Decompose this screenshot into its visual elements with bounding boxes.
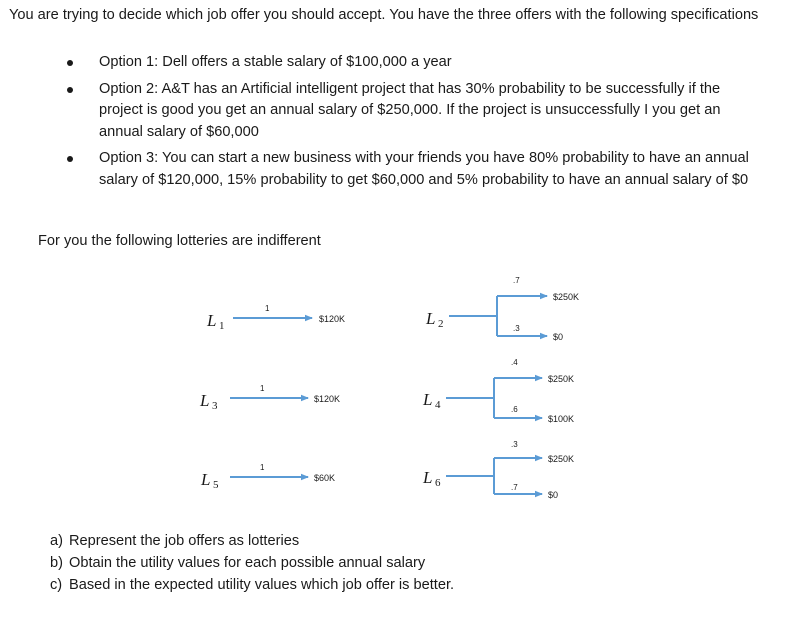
lottery-l5-outcome: $60K <box>314 473 336 483</box>
question-c-text: Based in the expected utility values which job offer is better. <box>69 577 455 593</box>
option-1-text: Option 1: Dell offers a stable salary of $100,000 a year <box>99 54 452 70</box>
lottery-l4-prob-top: .4 <box>511 358 518 367</box>
question-a-text: Represent the job offers as lotteries <box>69 533 300 549</box>
lottery-l4-outcome-top: $250K <box>548 374 575 384</box>
question-b-letter: b) <box>50 555 63 571</box>
lottery-l4 <box>422 358 574 424</box>
question-b <box>50 552 770 574</box>
lottery-l2-outcome-bottom: $0 <box>553 332 564 342</box>
question-c-letter: c) <box>50 577 63 593</box>
lottery-l6-subscript: 6 <box>435 477 441 489</box>
option-3-text: Option 3: You can start a new business with your friends you have 80% probability to have an annual salary of $120,000, 15% probability to get $60,000 and 5% probability to have an annual salary of $0 <box>99 150 749 188</box>
question-c <box>50 574 770 596</box>
lottery-l2-prob-top: .7 <box>513 276 520 285</box>
lottery-l2-outcome-top: $250K <box>553 292 580 302</box>
lottery-l4-outcome-bottom: $100K <box>548 414 575 424</box>
lottery-l1-prob: 1 <box>265 304 270 313</box>
lottery-l6 <box>422 440 574 500</box>
question-b-text: Obtain the utility values for each possible annual salary <box>69 555 426 571</box>
questions-list <box>50 530 770 596</box>
option-2-text: Option 2: A&T has an Artificial intelligent project that has 30% probability to be successfully if the project is good you get an annual salary of $250,000. If the project is unsuccessfully I you get an annual salary of $60,000 <box>99 80 721 140</box>
lottery-l4-subscript: 4 <box>435 399 441 411</box>
lottery-l2 <box>425 276 579 342</box>
lottery-l1-outcome: $120K <box>319 314 346 324</box>
indifferent-statement: For you the following lotteries are indifferent <box>38 233 321 249</box>
lottery-l3-outcome: $120K <box>314 394 341 404</box>
lottery-l6-letter: L <box>423 468 433 487</box>
lottery-l2-branch <box>449 296 497 336</box>
lottery-l1-subscript: 1 <box>219 320 225 332</box>
lottery-l5 <box>200 463 335 491</box>
lottery-l4-letter: L <box>423 390 433 409</box>
lottery-l4-branch <box>446 378 494 418</box>
lottery-l6-prob-bottom: .7 <box>511 483 518 492</box>
question-a <box>50 530 770 552</box>
lottery-l6-prob-top: .3 <box>511 440 518 449</box>
lottery-l4-prob-bottom: .6 <box>511 405 518 414</box>
intro-paragraph: You are trying to decide which job offer you should accept. You have the three offers with the following specifications <box>9 7 759 23</box>
lottery-l3-prob: 1 <box>260 384 265 393</box>
lottery-l1-letter: L <box>207 311 217 330</box>
lottery-l1 <box>206 304 345 332</box>
lottery-l5-subscript: 5 <box>213 479 219 491</box>
lottery-l5-prob: 1 <box>260 463 265 472</box>
lottery-l3 <box>199 384 340 412</box>
lottery-l6-outcome-bottom: $0 <box>548 490 559 500</box>
lottery-l3-subscript: 3 <box>212 400 218 412</box>
lottery-l6-branch <box>446 458 494 494</box>
lottery-l5-letter: L <box>201 470 211 489</box>
lottery-l2-prob-bottom: .3 <box>513 324 520 333</box>
lottery-l2-letter: L <box>426 309 436 328</box>
lottery-l3-letter: L <box>200 391 210 410</box>
lottery-l6-outcome-top: $250K <box>548 454 575 464</box>
lottery-l2-subscript: 2 <box>438 318 444 330</box>
question-a-letter: a) <box>50 533 63 549</box>
